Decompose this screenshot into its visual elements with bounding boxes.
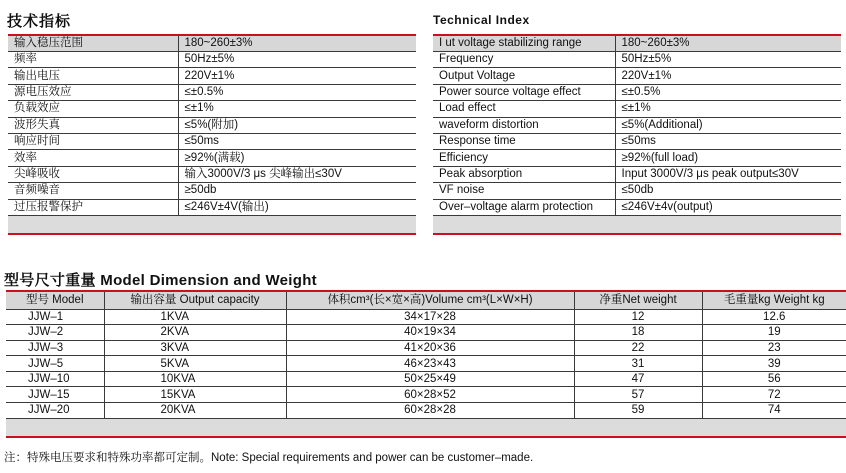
spec-cn-label: 过压报警保护 xyxy=(8,199,178,215)
spec-en-value: ≥92%(full load) xyxy=(615,150,841,166)
spec-cn-value: ≤50ms xyxy=(178,133,416,149)
cell-volume: 60×28×28 xyxy=(286,403,574,419)
spec-cn-label: 响应时间 xyxy=(8,133,178,149)
spec-en-label: Peak absorption xyxy=(433,166,615,182)
spec-en-row xyxy=(433,117,841,133)
cell-net-weight: 57 xyxy=(574,387,702,403)
dimension-table xyxy=(6,290,846,438)
cell-capacity: 1KVA xyxy=(104,309,286,325)
spec-cn-value: ≤246V±4V(输出) xyxy=(178,199,416,215)
spec-en-row xyxy=(433,52,841,68)
section-title-dimension: 型号尺寸重量 Model Dimension and Weight xyxy=(4,272,317,289)
spec-en-label: I ut voltage stabilizing range xyxy=(433,35,615,52)
spec-en-row xyxy=(433,133,841,149)
spec-cn-value: ≥50db xyxy=(178,183,416,199)
spec-cn-row xyxy=(8,150,416,166)
spec-cn-row xyxy=(8,166,416,182)
spec-cn-row xyxy=(8,183,416,199)
dimension-row xyxy=(6,309,846,325)
spec-cn-value: ≤5%(附加) xyxy=(178,117,416,133)
header-capacity: 输出容量 Output capacity xyxy=(104,291,286,309)
spec-en-row xyxy=(433,84,841,100)
spec-en-label: Response time xyxy=(433,133,615,149)
cell-gross-weight: 19 xyxy=(702,325,846,341)
spec-cn-value: 180~260±3% xyxy=(178,35,416,52)
dimension-footer-band xyxy=(6,418,846,437)
spec-en-value: ≤5%(Additional) xyxy=(615,117,841,133)
cell-model: JJW–10 xyxy=(6,371,104,387)
cell-capacity: 10KVA xyxy=(104,371,286,387)
cell-model: JJW–20 xyxy=(6,403,104,419)
spec-table-cn xyxy=(8,34,416,235)
cell-capacity: 5KVA xyxy=(104,356,286,372)
cell-net-weight: 18 xyxy=(574,325,702,341)
cell-net-weight: 59 xyxy=(574,403,702,419)
spec-cn-value: ≤±1% xyxy=(178,101,416,117)
dimension-row xyxy=(6,325,846,341)
spec-cn-label: 尖峰吸收 xyxy=(8,166,178,182)
cell-gross-weight: 56 xyxy=(702,371,846,387)
spec-en-label: VF noise xyxy=(433,183,615,199)
cell-capacity: 15KVA xyxy=(104,387,286,403)
spec-en-row xyxy=(433,101,841,117)
spec-en-value: ≤50ms xyxy=(615,133,841,149)
cell-model: JJW–2 xyxy=(6,325,104,341)
spec-en-value: ≤±0.5% xyxy=(615,84,841,100)
spec-cn-label: 源电压效应 xyxy=(8,84,178,100)
dimension-row xyxy=(6,403,846,419)
spec-en-label: Output Voltage xyxy=(433,68,615,84)
spec-cn-value: 220V±1% xyxy=(178,68,416,84)
cell-model: JJW–1 xyxy=(6,309,104,325)
cell-gross-weight: 72 xyxy=(702,387,846,403)
cell-model: JJW–15 xyxy=(6,387,104,403)
cell-volume: 34×17×28 xyxy=(286,309,574,325)
spec-en-label: Efficiency xyxy=(433,150,615,166)
cell-capacity: 20KVA xyxy=(104,403,286,419)
spec-cn-footer-band xyxy=(8,215,416,234)
spec-cn-label: 波形失真 xyxy=(8,117,178,133)
cell-model: JJW–5 xyxy=(6,356,104,372)
spec-en-row xyxy=(433,183,841,199)
spec-cn-label: 音频噪音 xyxy=(8,183,178,199)
spec-table-en xyxy=(433,34,841,235)
dimension-row xyxy=(6,371,846,387)
spec-en-value: ≤50db xyxy=(615,183,841,199)
cell-volume: 40×19×34 xyxy=(286,325,574,341)
spec-en-value: ≤±1% xyxy=(615,101,841,117)
spec-cn-label: 输出电压 xyxy=(8,68,178,84)
spec-en-label: Load effect xyxy=(433,101,615,117)
dimension-header-row xyxy=(6,291,846,309)
spec-en-row xyxy=(433,150,841,166)
spec-cn-value: ≤±0.5% xyxy=(178,84,416,100)
footnote: 注：特殊电压要求和特殊功率都可定制。Note: Special requirements and power can be customer–made. xyxy=(4,452,534,464)
spec-cn-value: 50Hz±5% xyxy=(178,52,416,68)
spec-cn-row xyxy=(8,35,416,52)
spec-en-row xyxy=(433,35,841,52)
spec-cn-row xyxy=(8,133,416,149)
cell-net-weight: 12 xyxy=(574,309,702,325)
spec-cn-row xyxy=(8,52,416,68)
header-volume: 体积cm³(长×宽×高)Volume cm³(L×W×H) xyxy=(286,291,574,309)
cell-volume: 50×25×49 xyxy=(286,371,574,387)
spec-cn-value: ≥92%(满载) xyxy=(178,150,416,166)
spec-cn-row xyxy=(8,68,416,84)
cell-gross-weight: 39 xyxy=(702,356,846,372)
spec-en-label: Power source voltage effect xyxy=(433,84,615,100)
cell-capacity: 2KVA xyxy=(104,325,286,341)
spec-en-footer-band xyxy=(433,215,841,234)
cell-gross-weight: 74 xyxy=(702,403,846,419)
section-title-technical-index-cn: 技术指标 xyxy=(7,13,72,30)
spec-en-row xyxy=(433,68,841,84)
spec-en-value: 180~260±3% xyxy=(615,35,841,52)
dimension-row xyxy=(6,387,846,403)
cell-gross-weight: 23 xyxy=(702,340,846,356)
cell-gross-weight: 12.6 xyxy=(702,309,846,325)
spec-cn-row xyxy=(8,199,416,215)
spec-cn-label: 效率 xyxy=(8,150,178,166)
section-title-technical-index-en: Technical Index xyxy=(433,13,530,27)
spec-en-value: Input 3000V/3 μs peak output≤30V xyxy=(615,166,841,182)
header-model: 型号 Model xyxy=(6,291,104,309)
cell-capacity: 3KVA xyxy=(104,340,286,356)
spec-en-row xyxy=(433,166,841,182)
spec-cn-label: 输入稳压范围 xyxy=(8,35,178,52)
dimension-row xyxy=(6,356,846,372)
spec-en-label: waveform distortion xyxy=(433,117,615,133)
spec-en-label: Frequency xyxy=(433,52,615,68)
spec-cn-value: 输入3000V/3 μs 尖峰输出≤30V xyxy=(178,166,416,182)
spec-en-row xyxy=(433,199,841,215)
spec-cn-label: 负载效应 xyxy=(8,101,178,117)
header-net-weight: 净重Net weight xyxy=(574,291,702,309)
spec-cn-row xyxy=(8,84,416,100)
header-gross-weight: 毛重量kg Weight kg xyxy=(702,291,846,309)
spec-en-value: 50Hz±5% xyxy=(615,52,841,68)
cell-net-weight: 47 xyxy=(574,371,702,387)
dimension-row xyxy=(6,340,846,356)
cell-net-weight: 31 xyxy=(574,356,702,372)
spec-cn-row xyxy=(8,101,416,117)
spec-cn-label: 频率 xyxy=(8,52,178,68)
spec-en-value: ≤246V±4v(output) xyxy=(615,199,841,215)
cell-volume: 60×28×52 xyxy=(286,387,574,403)
cell-volume: 46×23×43 xyxy=(286,356,574,372)
spec-en-value: 220V±1% xyxy=(615,68,841,84)
cell-model: JJW–3 xyxy=(6,340,104,356)
spec-cn-row xyxy=(8,117,416,133)
cell-volume: 41×20×36 xyxy=(286,340,574,356)
spec-en-label: Over–voltage alarm protection xyxy=(433,199,615,215)
cell-net-weight: 22 xyxy=(574,340,702,356)
